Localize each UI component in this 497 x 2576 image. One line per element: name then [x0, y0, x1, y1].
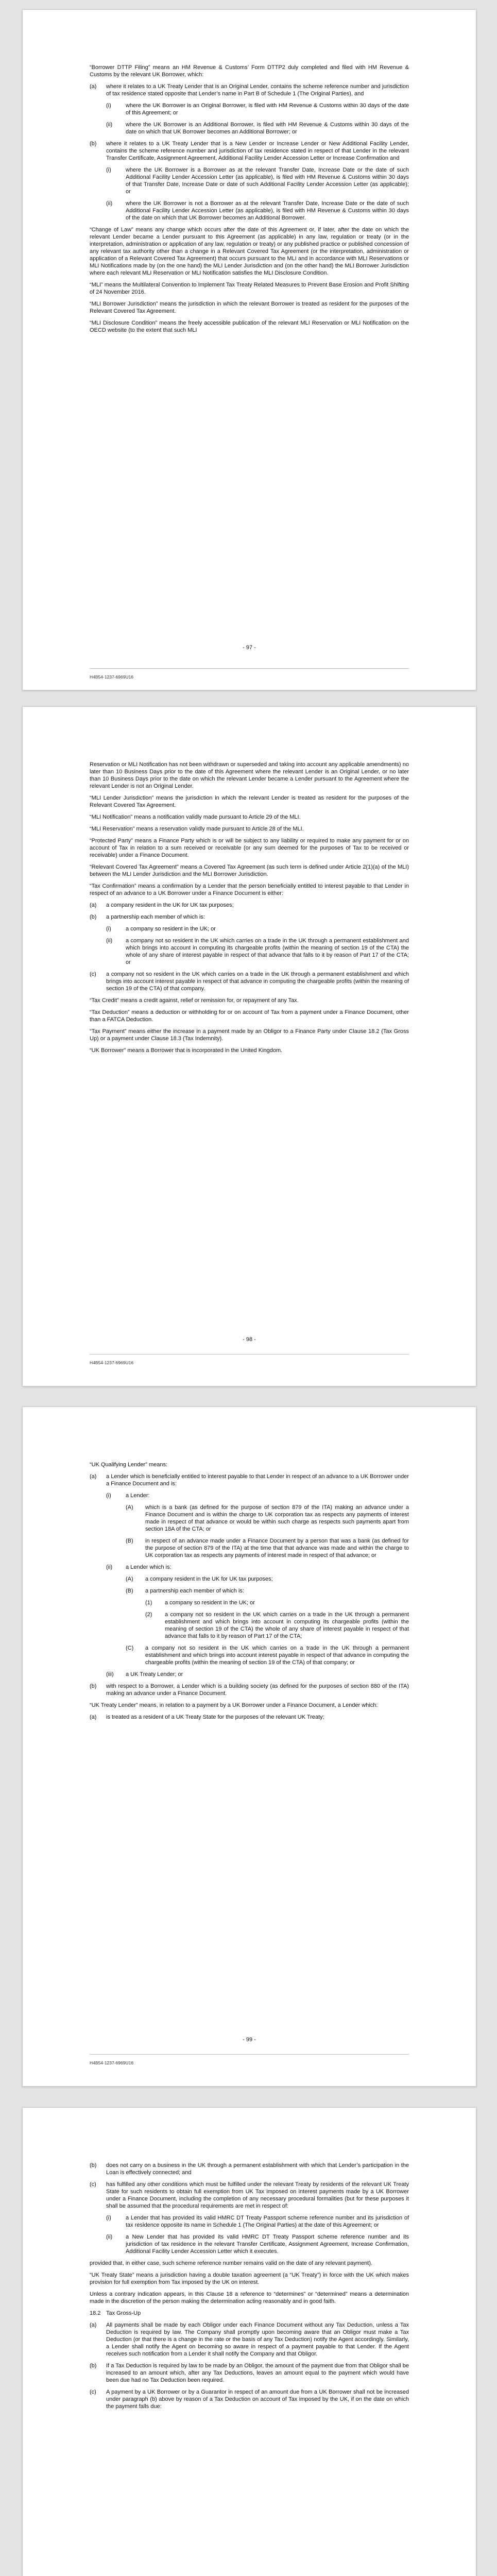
list-item	[90, 166, 409, 195]
list-item-label: (b)	[90, 2162, 97, 2168]
page-number: - 99 -	[243, 2037, 256, 2043]
document-reference: H4B54-1237-6969U16	[90, 2060, 134, 2065]
list-item-label: (iii)	[106, 1671, 114, 1677]
body-paragraph: “Tax Credit” means a credit against, relief or remission for, or repayment of any Tax.	[90, 997, 299, 1004]
body-paragraph: “Borrower DTTP Filing” means an HM Revenue & Customs’ Form DTTP2 duly completed and filed with HM Revenue & Customs by the relevant UK Borrower, which:	[90, 64, 409, 78]
list-item	[90, 1611, 409, 1640]
list-item-label: (C)	[126, 1645, 134, 1651]
list-item	[90, 2233, 409, 2255]
list-item	[90, 1564, 409, 1571]
list-item-label: (c)	[90, 971, 96, 977]
list-item-text: a New Lender that has provided its valid HMRC DT Treaty Passport scheme reference number and its jurisdiction of tax residence in the relevant Transfer Certificate, Assignment Agreement, Increase Confirmation, Additional Facility Lender Accession Letter which it executes.	[126, 2234, 409, 2255]
body-paragraph: Unless a contrary indication appears, in this Clause 18 a reference to “determines” or “determined” means a determination made in the discretion of the person making the determination acting reasonably and in good faith.	[90, 2291, 409, 2304]
list-item	[90, 1575, 409, 1583]
footer-divider	[90, 668, 409, 669]
list-item-label: (c)	[90, 2181, 96, 2188]
list-item-text: where it relates to a UK Treaty Lender that is a New Lender or Increase Lender or New Additional Facility Lender, contains the scheme reference number and jurisdiction of tax residence stated in respect of that Lender in the relevant Transfer Certificate, Assignment Agreement, Additional Facility Lender Accession Letter or Increase Confirmation and	[106, 141, 409, 161]
list-item-label: (ii)	[106, 122, 113, 128]
page-content	[90, 64, 409, 338]
list-item-text: a company not so resident in the UK which carries on a trade in the UK through a permanent establishment and which brings into account interest payable in respect of that advance in computing the chargeable profits (within the meaning of section 19 of the CTA) of that company; or	[145, 1645, 409, 1666]
list-item-label: (A)	[126, 1504, 133, 1511]
list-item	[90, 1537, 409, 1559]
body-paragraph: “Relevant Covered Tax Agreement” means a Covered Tax Agreement (as such term is defined under Article 2(1)(a) of the MLI) between the MLI Lender Jurisdiction and the MLI Borrower Jurisdiction.	[90, 864, 409, 877]
list-item	[90, 1645, 409, 1666]
list-item	[90, 2181, 409, 2210]
list-item-text: a Lender:	[126, 1493, 150, 1499]
list-item	[90, 925, 409, 933]
body-paragraph: “Tax Confirmation” means a confirmation by a Lender that the person beneficially entitled to interest payable to that Lender in respect of an advance to a UK Borrower under a Finance Document is either:	[90, 883, 409, 896]
list-item-text: a company resident in the UK for UK tax purposes;	[145, 1576, 273, 1582]
page-number: - 97 -	[243, 645, 256, 651]
list-item-label: (ii)	[106, 2234, 113, 2240]
clause-number: 18.2	[90, 2310, 101, 2316]
list-item-text: a company not so resident in the UK which carries on a trade in the UK through a permanent establishment and which brings into account in computing its chargeable profits (within the meaning of section 19 of the CTA) the whole of any share of interest payable in respect of that advance that falls to it by reason of Part 17 of the CTA; or	[126, 938, 409, 965]
list-item-label: (a)	[90, 902, 97, 908]
list-item-text: where the UK Borrower is an Original Borrower, is filed with HM Revenue & Customs within 30 days of the date of this Agreement; or	[126, 103, 409, 116]
list-item	[90, 1714, 409, 1721]
list-item-text: a partnership each member of which is:	[106, 914, 205, 920]
page-content	[90, 1461, 409, 1725]
list-item-label: (a)	[90, 1714, 97, 1720]
list-item-label: (A)	[126, 1576, 133, 1582]
list-item	[90, 83, 409, 97]
body-paragraph: “UK Borrower” means a Borrower that is incorporated in the United Kingdom.	[90, 1047, 283, 1054]
page-content	[90, 761, 409, 1059]
list-item-label: (2)	[145, 1612, 152, 1618]
list-item-text: is treated as a resident of a UK Treaty State for the purposes of the relevant UK Treaty;	[106, 1714, 324, 1720]
body-paragraph: provided that, in either case, such scheme reference number remains valid on the date of any relevant payment).	[90, 2260, 373, 2266]
list-item	[90, 1473, 409, 1487]
list-item-text: where it relates to a UK Treaty Lender that is an Original Lender, contains the scheme reference number and jurisdiction of tax residence stated opposite that Lender’s name in Part B of Schedule 1 (The Original Parties), and	[106, 83, 409, 97]
list-item-text: a Lender which is beneficially entitled to interest payable to that Lender in respect of an advance to a UK Borrower under a Finance Document and is:	[106, 1473, 409, 1487]
list-item-text: in respect of an advance made under a Finance Document by a person that was a bank (as defined for the purpose of section 879 of the ITA) at the time that that advance was made and within the charge to UK corporation tax as respects any payments of interest made in respect of that advance; or	[145, 1538, 409, 1558]
list-item-text: A payment by a UK Borrower or by a Guarantor in respect of an amount due from a UK Borrower shall not be increased under paragraph (b) above by reason of a Tax Deduction on account of Tax imposed by the UK, if on the date on which the payment falls due:	[106, 2389, 409, 2410]
list-item-label: (i)	[106, 926, 111, 932]
list-item	[90, 200, 409, 222]
list-item-text: a company not so resident in the UK which carries on a trade in the UK through a permanent establishment and which brings into account in computing its chargeable profits (within the meaning of section 19 of the CTA) the whole of any share of interest payable in respect of that advance that falls to it by reason of Part 17 of the CTA;	[165, 1612, 409, 1639]
list-item	[90, 902, 409, 909]
body-paragraph: “UK Treaty Lender” means, in relation to a payment by a UK Borrower under a Finance Document, a Lender which:	[90, 1702, 378, 1708]
list-item	[90, 2362, 409, 2384]
list-item-label: (B)	[126, 1588, 133, 1594]
list-item-label: (b)	[90, 141, 97, 147]
document-reference: H4B54-1237-6969U16	[90, 674, 134, 680]
list-item-text: a Lender that has provided its valid HMRC DT Treaty Passport scheme reference number and its jurisdiction of tax residence opposite its name in Schedule 1 (The Original Parties) at the date of this Agreement; or	[126, 2215, 409, 2228]
body-paragraph: Reservation or MLI Notification has not been withdrawn or superseded and taking into account any applicable amendments) no later than 10 Business Days prior to the date of this Agreement where the relevant Lender is an Original Lender, or no later than 10 Business Days prior to the date on which the relevant Lender became a Lender pursuant to the Agreement where the relevant Lender is not an Original Lender.	[90, 761, 409, 789]
list-item-text: which is a bank (as defined for the purpose of section 879 of the ITA) making an advance under a Finance Document and is within the charge to UK corporation tax as respects any payments of interest made in respect of that advance or would be within such charge as respects such payments apart from section 18A of the CTA; or	[145, 1504, 409, 1532]
page-content	[90, 2162, 409, 2415]
document-reference: H4B54-1237-6969U16	[90, 1360, 134, 1365]
list-item	[90, 2162, 409, 2176]
list-item	[90, 937, 409, 966]
list-item	[90, 1504, 409, 1533]
list-item-label: (i)	[106, 2215, 111, 2221]
list-item-label: (b)	[90, 1683, 97, 1689]
list-item-text: If a Tax Deduction is required by law to be made by an Obligor, the amount of the payment due from that Obligor shall be increased to an amount which, after any Tax Deductions, leaves an amount equal to the payment which would have been due had no Tax Deduction been required.	[106, 2363, 409, 2383]
list-item	[90, 2214, 409, 2229]
page-number: - 98 -	[243, 1336, 256, 1343]
body-paragraph: “Protected Party” means a Finance Party which is or will be subject to any liability or required to make any payment for or on account of Tax in relation to a sum received or receivable (or any sum deemed for the purposes of Tax to be received or receivable) under a Finance Document.	[90, 838, 409, 858]
list-item-label: (b)	[90, 914, 97, 920]
list-item-text: where the UK Borrower is a Borrower as at the relevant Transfer Date, Increase Date or the date of such Additional Facility Lender Accession Letter (as applicable), is filed with HM Revenue & Customs within 30 days of that Transfer Date, Increase Date or date of such Additional Facility Lender Accession Letter (as applicable); or	[126, 167, 409, 195]
list-item	[90, 971, 409, 992]
body-paragraph: “UK Treaty State” means a jurisdiction having a double taxation agreement (a “UK Treaty”) in force with the UK which makes provision for full exemption from Tax imposed by the UK on interest.	[90, 2272, 409, 2285]
body-paragraph: “Tax Payment” means either the increase in a payment made by an Obligor to a Finance Party under Clause 18.2 (Tax Gross Up) or a payment under Clause 18.3 (Tax Indemnity).	[90, 1028, 409, 1042]
body-paragraph: “MLI Lender Jurisdiction” means the jurisdiction in which the relevant Lender is treated as resident for the purposes of the Relevant Covered Tax Agreement.	[90, 795, 409, 808]
list-item-label: (a)	[90, 1473, 97, 1480]
list-item-label: (ii)	[106, 938, 113, 944]
list-item-label: (1)	[145, 1600, 152, 1606]
body-paragraph: “MLI Disclosure Condition” means the freely accessible publication of the relevant MLI Reservation or MLI Notification on the OECD website (to the extent that such MLI	[90, 320, 409, 333]
list-item-text: a partnership each member of which is:	[145, 1588, 244, 1594]
list-item-text: a company resident in the UK for UK tax purposes;	[106, 902, 234, 908]
list-item-text: a company not so resident in the UK which carries on a trade in the UK through a permanent establishment and which brings into account interest payable in respect of that advance in computing the chargeable profits (within the meaning of section 19 of the CTA) of that company.	[106, 971, 409, 992]
list-item-label: (c)	[90, 2389, 96, 2395]
list-item-label: (B)	[126, 1538, 133, 1544]
list-item-label: (a)	[90, 83, 97, 90]
list-item	[90, 2321, 409, 2358]
body-paragraph: “Tax Deduction” means a deduction or withholding for or on account of Tax from a payment under a Finance Document, other than a FATCA Deduction.	[90, 1009, 409, 1023]
list-item-text: All payments shall be made by each Obligor under each Finance Document without any Tax Deduction, unless a Tax Deduction is required by law. The Company shall promptly upon becoming aware that an Obligor must make a Tax Deduction (or that there is a change in the rate or the basis of any Tax Deduction) notify the Agent accordingly. Similarly, a Lender shall notify the Agent on becoming so aware in respect of a payment payable to that Lender. If the Agent receives such notification from a Lender it shall notify the Company and that Obligor.	[106, 2322, 409, 2357]
list-item-text: where the UK Borrower is not a Borrower as at the relevant Transfer Date, Increase Date or the date of such Additional Facility Lender Accession Letter (as applicable), is filed with HM Revenue & Customs within 30 days of the date on which that UK Borrower becomes an Additional Borrower.	[126, 200, 409, 221]
body-paragraph: “MLI Borrower Jurisdiction” means the jurisdiction in which the relevant Borrower is treated as resident for the purposes of the Relevant Covered Tax Agreement.	[90, 301, 409, 314]
clause-title: Tax Gross-Up	[106, 2310, 141, 2316]
list-item-label: (a)	[90, 2322, 97, 2328]
list-item-text: where the UK Borrower is an Additional Borrower, is filed with HM Revenue & Customs within 30 days of the date on which that UK Borrower becomes an Additional Borrower; or	[126, 122, 409, 135]
list-item	[90, 121, 409, 135]
footer-divider	[90, 2054, 409, 2055]
document-page	[22, 706, 476, 1386]
list-item-text: a company so resident in the UK; or	[126, 926, 216, 932]
list-item	[90, 913, 409, 921]
list-item	[90, 2388, 409, 2410]
list-item	[90, 102, 409, 116]
body-paragraph: “MLI” means the Multilateral Convention to Implement Tax Treaty Related Measures to Prevent Base Erosion and Profit Shifting of 24 November 2016.	[90, 282, 409, 295]
list-item	[90, 1587, 409, 1595]
list-item-text: a Lender which is:	[126, 1564, 172, 1570]
list-item	[90, 140, 409, 162]
document-page	[22, 1406, 476, 2087]
list-item-text: with respect to a Borrower, a Lender which is a building society (as defined for the purposes of section 880 of the ITA) making an advance under a Finance Document.	[106, 1683, 409, 1697]
list-item-text: a company so resident in the UK; or	[165, 1600, 255, 1606]
list-item-label: (ii)	[106, 200, 113, 207]
list-item-label: (ii)	[106, 1564, 113, 1570]
list-item-label: (i)	[106, 167, 111, 173]
list-item-label: (b)	[90, 2363, 97, 2369]
list-item-label: (i)	[106, 1493, 111, 1499]
list-item	[90, 1683, 409, 1697]
list-item-text: does not carry on a business in the UK through a permanent establishment with which that Lender’s participation in the Loan is effectively connected; and	[106, 2162, 409, 2176]
clause-heading	[90, 2310, 409, 2317]
body-paragraph: “UK Qualifying Lender” means:	[90, 1462, 168, 1468]
list-item-text: has fulfilled any other conditions which must be fulfilled under the relevant Treaty by residents of the relevant UK Treaty State for such residents to obtain full exemption from UK Tax imposed on interest payments made by a UK Borrower under a Finance Document, including the completion of any necessary procedural formalities (but for these purposes it shall be assumed that the procedural requirements are met in respect of:	[106, 2181, 409, 2209]
document-page	[22, 9, 476, 690]
list-item	[90, 1599, 409, 1606]
list-item	[90, 1492, 409, 1499]
body-paragraph: “MLI Reservation” means a reservation validly made pursuant to Article 28 of the MLI.	[90, 826, 304, 832]
body-paragraph: “MLI Notification” means a notification validly made pursuant to Article 29 of the MLI.	[90, 814, 301, 820]
document-page	[22, 2107, 476, 2576]
body-paragraph: “Change of Law” means any change which occurs after the date of this Agreement or, if later, after the date on which the relevant Lender became a Lender pursuant to this Agreement (as applicable) in any law, regulation or treaty (or in the interpretation, administration or application of any law, regulation or treaty) or any published practice or published concession of any relevant tax authority other than a change in a Relevant Covered Tax Agreement (or the interpretation, administration or application of a Relevant Covered Tax Agreement) that occurs pursuant to the MLI and in accordance with MLI Reservations or MLI Notifications made by (on the one hand) the MLI Lender Jurisdiction and (on the other hand) the MLI Borrower Jurisdiction where each relevant MLI Reservation or MLI Notification satisfies the MLI Disclosure Condition.	[90, 227, 409, 276]
list-item-label: (i)	[106, 103, 111, 109]
list-item	[90, 1671, 409, 1678]
list-item-text: a UK Treaty Lender; or	[126, 1671, 183, 1677]
